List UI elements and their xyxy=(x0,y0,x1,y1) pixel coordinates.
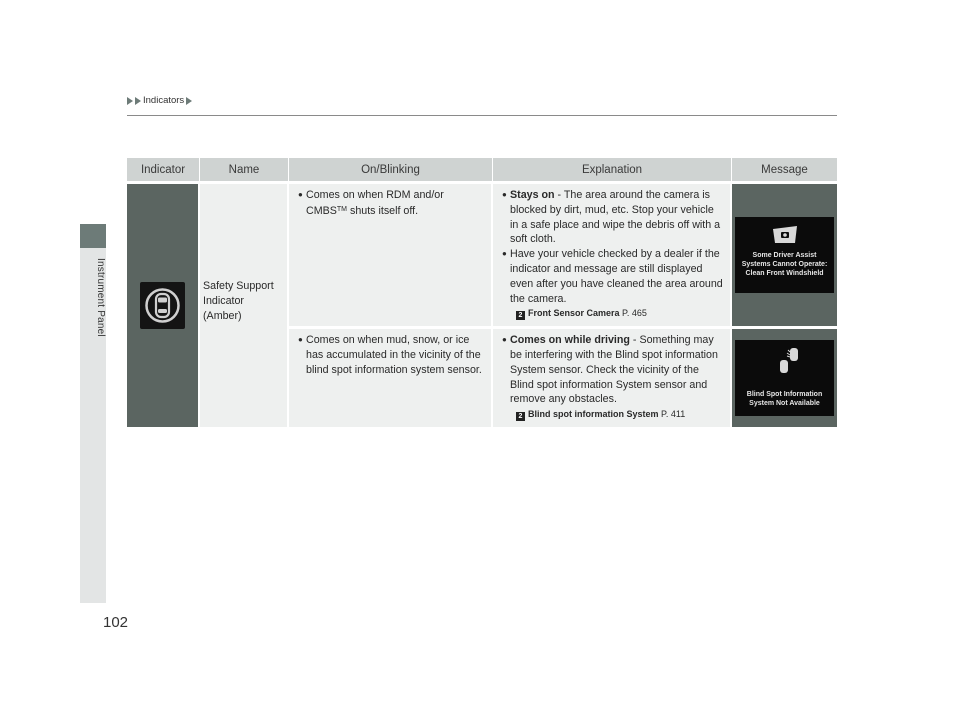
car-shield-icon xyxy=(140,282,185,329)
header-rule xyxy=(127,115,837,116)
breadcrumb-arrow-icon xyxy=(127,97,133,105)
explanation-cell xyxy=(493,181,732,326)
on-blinking-cell xyxy=(289,181,493,326)
header-indicator: Indicator xyxy=(127,158,200,181)
message-line: System Not Available xyxy=(749,400,820,408)
name-cell xyxy=(200,181,289,427)
name-line: (Amber) xyxy=(203,309,242,322)
breadcrumb-link-indicators[interactable]: Indicators xyxy=(143,95,185,106)
cross-reference-link[interactable]: 2 Blind spot information System P. 411 xyxy=(493,407,730,427)
page-number: 102 xyxy=(103,614,129,631)
message-cell xyxy=(732,181,837,326)
name-line: Indicator xyxy=(203,294,244,307)
message-cell xyxy=(732,326,837,427)
list-item: ● Comes on while driving - Something may be interfering with the Blind spot information System sensor. Check the vicinity of the Blind spot information System sensor and remove any obstacles. xyxy=(502,333,724,407)
list-item: ● Comes on when mud, snow, or ice has accumulated in the vicinity of the blind spot information system sensor. xyxy=(298,333,485,377)
indicator-cell xyxy=(127,181,200,427)
message-line: Clean Front Windshield xyxy=(745,270,824,278)
reference-arrow-icon: 2 xyxy=(516,311,525,320)
header-explanation: Explanation xyxy=(493,158,732,181)
on-blinking-cell xyxy=(289,326,493,427)
table-row xyxy=(127,181,837,326)
breadcrumb-arrow-icon xyxy=(186,97,192,105)
breadcrumb xyxy=(127,95,192,106)
explanation-cell xyxy=(493,326,732,427)
list-item: ● Comes on when RDM and/or CMBS™ shuts itself off. xyxy=(298,188,485,219)
header-on-blinking: On/Blinking xyxy=(289,158,493,181)
cross-reference-link[interactable]: 2 Front Sensor Camera P. 465 xyxy=(493,306,730,326)
display-message-screen xyxy=(735,217,834,293)
display-message-screen xyxy=(735,340,834,416)
header-name: Name xyxy=(200,158,289,181)
message-line: Some Driver Assist xyxy=(752,252,817,260)
table-header-row xyxy=(127,158,837,181)
header-message: Message xyxy=(732,158,837,181)
breadcrumb-arrow-icon xyxy=(135,97,141,105)
message-line: Blind Spot Information xyxy=(746,391,823,399)
indicator-table xyxy=(127,158,837,427)
camera-windshield-icon xyxy=(770,223,800,245)
message-line: Systems Cannot Operate: xyxy=(741,261,828,269)
list-item: ● Stays on - The area around the camera is blocked by dirt, mud, etc. Stop your vehicle in a safe place and wipe the debris off with a soft cloth. xyxy=(502,188,724,247)
blind-spot-car-icon xyxy=(777,346,801,376)
reference-arrow-icon: 2 xyxy=(516,412,525,421)
name-line: Safety Support xyxy=(203,280,274,292)
section-tab-marker xyxy=(80,224,106,248)
safety-support-indicator-icon xyxy=(140,282,185,329)
list-item: ● Have your vehicle checked by a dealer if the indicator and message are still displayed even after you have cleaned the area around the camera. xyxy=(502,247,724,306)
section-label: Instrument Panel xyxy=(95,258,106,337)
